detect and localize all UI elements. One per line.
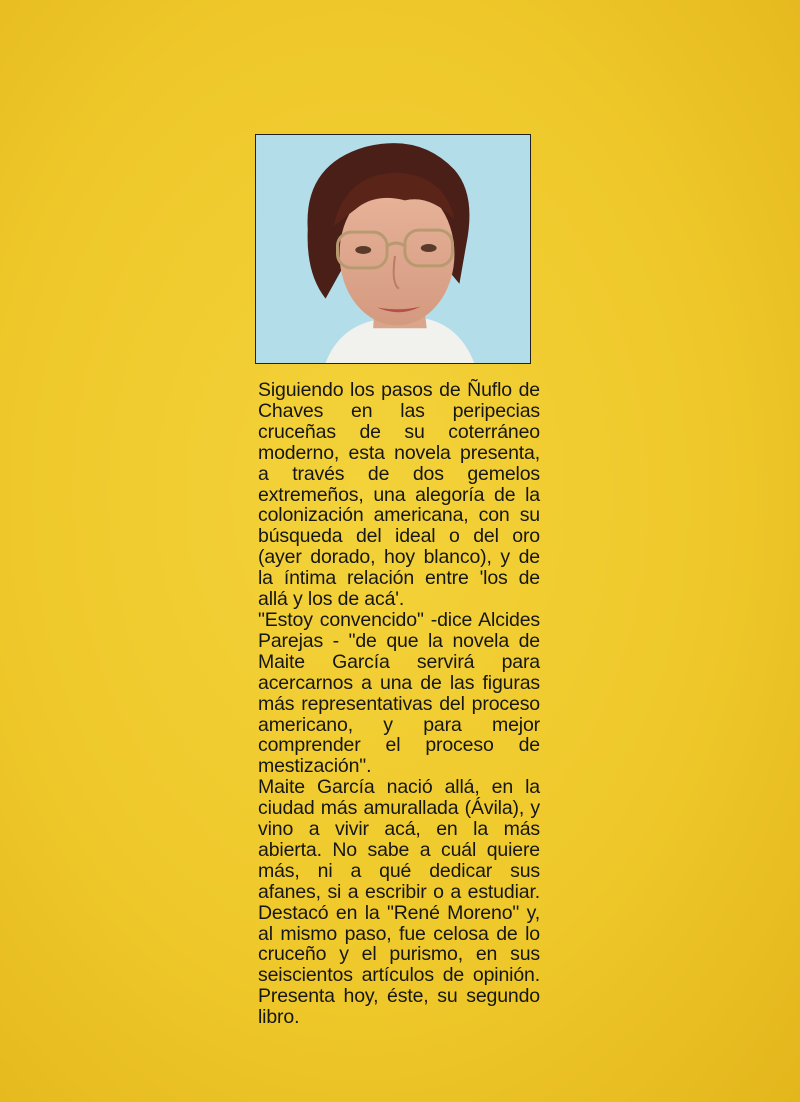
author-photo [255,134,531,364]
synopsis-paragraph: Siguiendo los pasos de Ñuflo de Chaves en las peripecias cruceñas de su coterráneo moderno, esta novela presenta, a través de dos gemelos extremeños, una alegoría de la colonización americana, con su búsqueda del ideal o del oro (ayer dorado, hoy blanco), y de la íntima relación entre 'los de allá y los de acá'. [258,379,540,611]
quote-paragraph: "Estoy convencido" -dice Alcides Parejas - "de que la novela de Maite García servirá para acercarnos a una de las figuras más representativas del proceso americano, y para mejor comprender el proceso de mestización". [258,608,540,778]
author-bio-paragraph: Maite García nació allá, en la ciudad más amurallada (Ávila), y vino a vivir acá, en la más abierta. No sabe a cuál quiere más, ni a qué dedicar sus afanes, si a escribir o a estudiar. Destacó en la "René Moreno" y, al mismo paso, fue celosa de lo cruceño y el purismo, en sus seiscientos artículos de opinión. Presenta hoy, éste, su segundo libro. [258,776,540,1029]
book-description [258,380,540,1028]
author-portrait-icon [256,135,530,363]
